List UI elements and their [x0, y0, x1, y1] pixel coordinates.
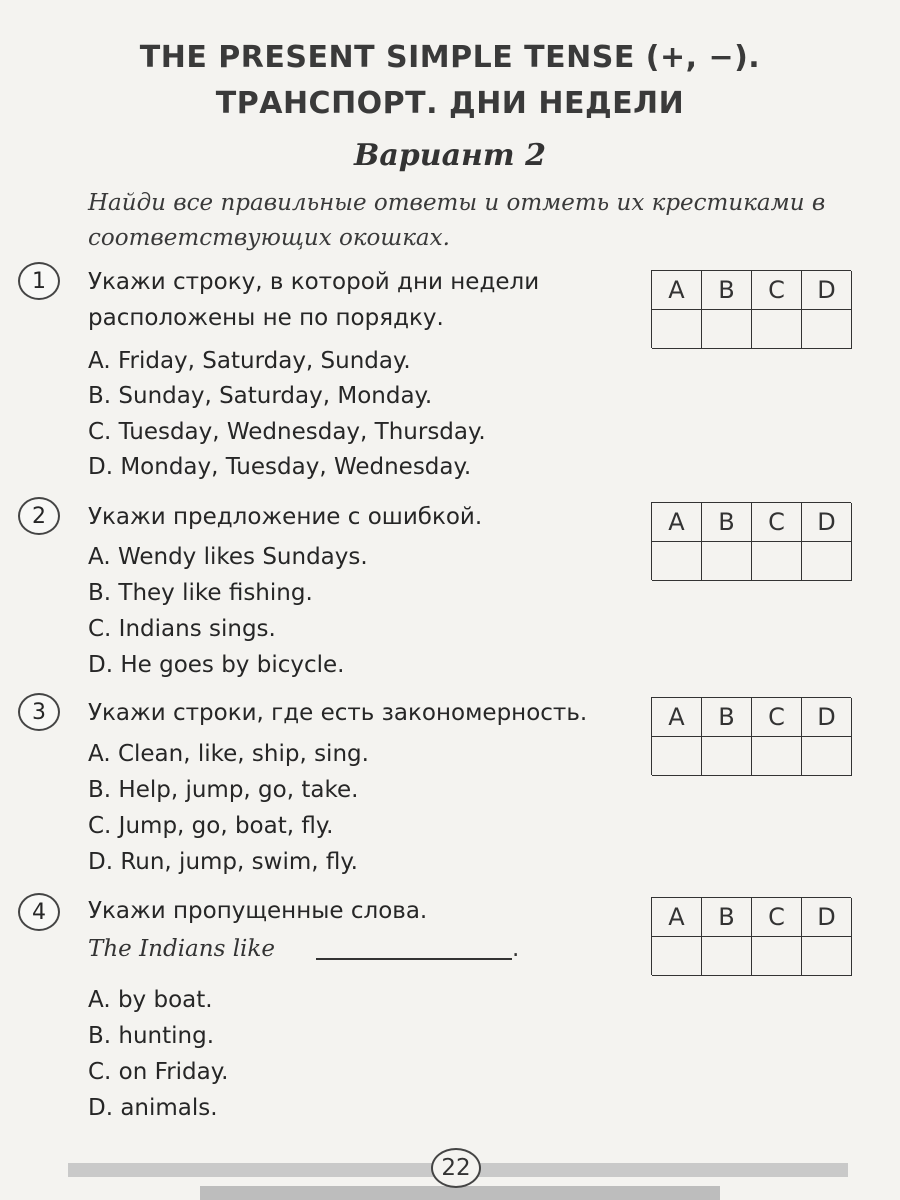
answer-checkbox-d[interactable]: [802, 937, 852, 976]
answer-checkbox-b[interactable]: [702, 310, 752, 349]
grid-label-d: D: [802, 271, 852, 310]
answer-option: C. Tuesday, Wednesday, Thursday.: [88, 419, 486, 445]
answer-checkbox-d[interactable]: [802, 737, 852, 776]
answer-option: C. Indians sings.: [88, 616, 276, 642]
answer-option: A. Clean, like, ship, sing.: [88, 741, 369, 767]
question-number-badge: 2: [18, 497, 60, 535]
answer-checkbox-c[interactable]: [752, 737, 802, 776]
answer-grid: [651, 502, 851, 580]
answer-checkbox-c[interactable]: [752, 310, 802, 349]
grid-label-a: A: [652, 271, 702, 310]
fill-in-sentence: The Indians like: [88, 936, 275, 962]
answer-option: D. He goes by bicycle.: [88, 652, 345, 678]
answer-checkbox-a[interactable]: [652, 310, 702, 349]
answer-option: A. by boat.: [88, 987, 213, 1013]
answer-option: A. Wendy likes Sundays.: [88, 544, 368, 570]
question-text: Укажи предложение с ошибкой.: [88, 504, 483, 530]
question-number-badge: 1: [18, 262, 60, 300]
question-text: Укажи пропущенные слова.: [88, 898, 428, 924]
grid-label-c: C: [752, 698, 802, 737]
answer-checkbox-c[interactable]: [752, 937, 802, 976]
answer-option: B. hunting.: [88, 1023, 215, 1049]
answer-option: C. Jump, go, boat, fly.: [88, 813, 334, 839]
answer-checkbox-a[interactable]: [652, 542, 702, 581]
grid-label-c: C: [752, 271, 802, 310]
grid-label-a: A: [652, 503, 702, 542]
answer-checkbox-a[interactable]: [652, 737, 702, 776]
grid-label-c: C: [752, 503, 802, 542]
answer-option: A. Friday, Saturday, Sunday.: [88, 348, 411, 374]
answer-option: C. on Friday.: [88, 1059, 229, 1085]
answer-checkbox-b[interactable]: [702, 737, 752, 776]
answer-grid: [651, 697, 851, 775]
question-text: Укажи строки, где есть закономерность.: [88, 700, 588, 726]
grid-label-d: D: [802, 503, 852, 542]
grid-label-b: B: [702, 503, 752, 542]
answer-option: B. Sunday, Saturday, Monday.: [88, 383, 433, 409]
answer-checkbox-d[interactable]: [802, 542, 852, 581]
answer-option: D. Monday, Tuesday, Wednesday.: [88, 454, 472, 480]
footer-bar-lower: [200, 1186, 720, 1200]
question-text: Укажи строку, в которой дни недели расположены не по порядку.: [88, 269, 540, 331]
answer-option: B. They like fishing.: [88, 580, 313, 606]
answer-grid: [651, 897, 851, 975]
answer-checkbox-b[interactable]: [702, 937, 752, 976]
page-number: 22: [431, 1148, 481, 1188]
grid-label-b: B: [702, 698, 752, 737]
answer-checkbox-a[interactable]: [652, 937, 702, 976]
grid-label-d: D: [802, 698, 852, 737]
grid-label-a: A: [652, 898, 702, 937]
answer-option: B. Help, jump, go, take.: [88, 777, 359, 803]
grid-label-c: C: [752, 898, 802, 937]
grid-label-d: D: [802, 898, 852, 937]
fill-in-blank[interactable]: [316, 958, 512, 960]
grid-label-a: A: [652, 698, 702, 737]
question-number-badge: 4: [18, 893, 60, 931]
question-number-badge: 3: [18, 693, 60, 731]
answer-grid: [651, 270, 851, 348]
sentence-period: .: [512, 936, 520, 962]
answer-checkbox-c[interactable]: [752, 542, 802, 581]
instruction-text: Найди все правильные ответы и отметь их крестиками в соответствующих окошках.: [88, 190, 826, 251]
page-title-line1: THE PRESENT SIMPLE TENSE (+, −).: [139, 40, 761, 75]
answer-option: D. Run, jump, swim, fly.: [88, 849, 358, 875]
answer-checkbox-b[interactable]: [702, 542, 752, 581]
variant-heading: Вариант 2: [354, 138, 546, 173]
page-title-line2: ТРАНСПОРТ. ДНИ НЕДЕЛИ: [215, 86, 685, 121]
grid-label-b: B: [702, 271, 752, 310]
answer-checkbox-d[interactable]: [802, 310, 852, 349]
grid-label-b: B: [702, 898, 752, 937]
answer-option: D. animals.: [88, 1095, 218, 1121]
